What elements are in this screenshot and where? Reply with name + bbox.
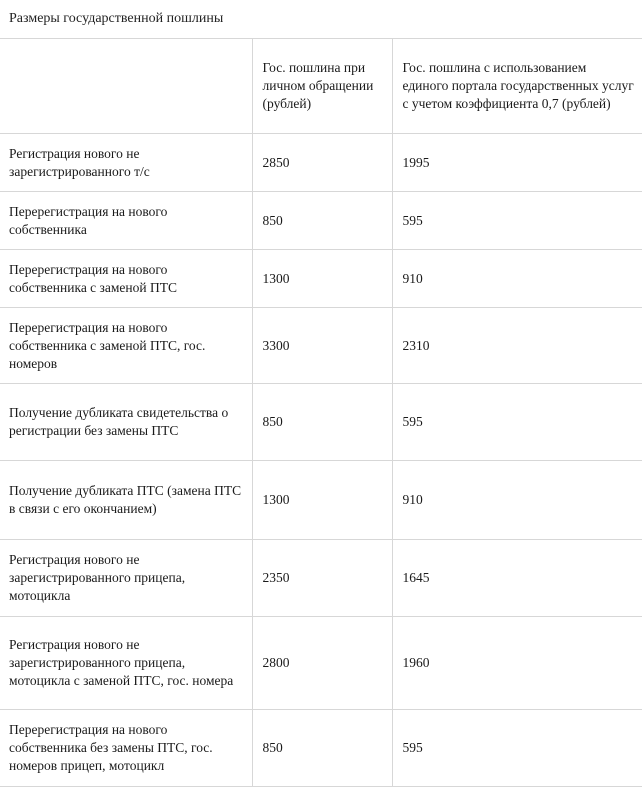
table-row [0, 461, 642, 540]
header-service [0, 39, 252, 134]
fee-portal-cell: 595 [392, 710, 642, 787]
table-row [0, 308, 642, 384]
fee-portal-cell: 595 [392, 384, 642, 461]
service-cell: Получение дубликата ПТС (замена ПТС в связи с его окончанием) [0, 461, 252, 540]
fees-table [0, 38, 642, 787]
table-row [0, 192, 642, 250]
fee-personal-cell: 1300 [252, 250, 392, 308]
fee-personal-cell: 3300 [252, 308, 392, 384]
service-cell: Регистрация нового не зарегистрированного прицепа, мотоцикла [0, 540, 252, 617]
fee-personal-cell: 2350 [252, 540, 392, 617]
fee-personal-cell: 850 [252, 192, 392, 250]
service-cell: Регистрация нового не зарегистрированного т/с [0, 134, 252, 192]
service-cell: Перерегистрация на нового собственника [0, 192, 252, 250]
table-row [0, 384, 642, 461]
fee-portal-cell: 1995 [392, 134, 642, 192]
table-row [0, 540, 642, 617]
header-fee-portal: Гос. пошлина с использованием единого портала государственных услуг с учетом коэффициента 0,7 (рублей) [392, 39, 642, 134]
service-cell: Перерегистрация на нового собственника с заменой ПТС [0, 250, 252, 308]
fee-portal-cell: 2310 [392, 308, 642, 384]
fee-portal-cell: 595 [392, 192, 642, 250]
service-cell: Перерегистрация на нового собственника с заменой ПТС, гос. номеров [0, 308, 252, 384]
table-row [0, 134, 642, 192]
table-caption: Размеры государственной пошлины [9, 11, 224, 26]
service-cell: Перерегистрация на нового собственника без замены ПТС, гос. номеров прицеп, мотоцикл [0, 710, 252, 787]
fee-portal-cell: 1645 [392, 540, 642, 617]
table-header-row [0, 39, 642, 134]
fee-personal-cell: 850 [252, 384, 392, 461]
fee-personal-cell: 2800 [252, 617, 392, 710]
service-cell: Регистрация нового не зарегистрированного прицепа, мотоцикла с заменой ПТС, гос. номера [0, 617, 252, 710]
fee-portal-cell: 1960 [392, 617, 642, 710]
table-row [0, 250, 642, 308]
header-fee-personal: Гос. пошлина при личном обращении (рублей) [252, 39, 392, 134]
service-cell: Получение дубликата свидетельства о регистрации без замены ПТС [0, 384, 252, 461]
fee-portal-cell: 910 [392, 250, 642, 308]
fee-personal-cell: 1300 [252, 461, 392, 540]
fee-personal-cell: 2850 [252, 134, 392, 192]
table-row [0, 710, 642, 787]
fee-personal-cell: 850 [252, 710, 392, 787]
table-row [0, 617, 642, 710]
fee-portal-cell: 910 [392, 461, 642, 540]
